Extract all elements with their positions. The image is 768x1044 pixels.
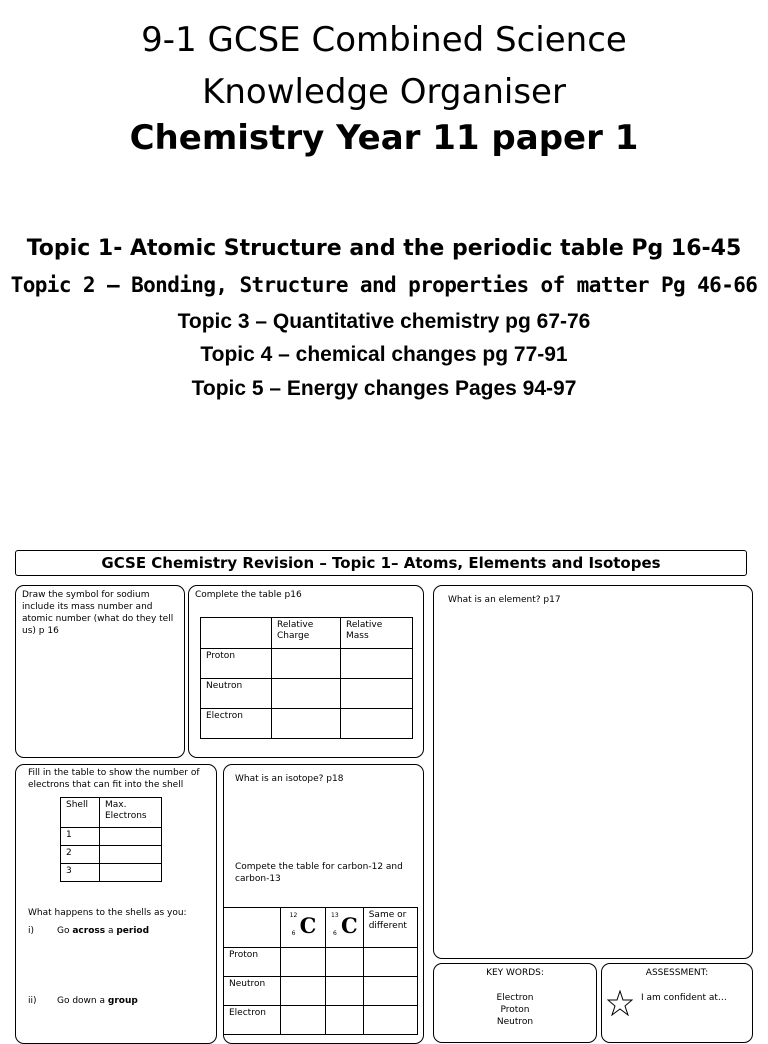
carbon-13-symbol: 13 6 C	[331, 912, 358, 938]
answer-cell[interactable]	[341, 679, 413, 709]
particle-table	[200, 617, 413, 739]
paper-title: Chemistry Year 11 paper 1	[129, 118, 639, 158]
table-row-label: Electron	[201, 709, 272, 739]
shells-prompt: Fill in the table to show the number of electrons that can fit into the shell	[28, 768, 200, 790]
topic-4: Topic 4 – chemical changes pg 77-91	[200, 343, 568, 366]
answer-cell[interactable]	[100, 828, 162, 846]
key-words-box	[433, 963, 597, 1043]
answer-cell[interactable]	[100, 846, 162, 864]
carbon-12-symbol: 12 6 C	[289, 912, 317, 938]
table-header: Same or different	[363, 908, 417, 948]
answer-cell[interactable]	[272, 649, 341, 679]
table-row-label: 2	[61, 846, 100, 864]
carbon-13-header	[326, 908, 364, 948]
carbon-table	[223, 907, 418, 1035]
sodium-box	[15, 585, 185, 758]
shells-table	[60, 797, 162, 882]
assessment-box	[601, 963, 753, 1043]
answer-cell[interactable]	[281, 948, 326, 977]
carbon-prompt: Compete the table for carbon-12 and carbon-13	[235, 862, 403, 884]
answer-cell[interactable]	[100, 864, 162, 882]
table-header	[201, 618, 272, 649]
worksheet-banner: GCSE Chemistry Revision – Topic 1– Atoms, Elements and Isotopes	[15, 550, 747, 576]
answer-cell[interactable]	[326, 1006, 364, 1035]
topic-1: Topic 1- Atomic Structure and the periodic table Pg 16-45	[26, 236, 742, 261]
element-box	[433, 585, 753, 959]
shells-question: What happens to the shells as you:	[28, 908, 187, 918]
table-row-label: Proton	[224, 948, 281, 977]
answer-cell[interactable]	[326, 948, 364, 977]
question-across-period: Go across a period	[57, 926, 150, 936]
table-header: Relative Charge	[272, 618, 341, 649]
table-header: Shell	[61, 798, 100, 828]
isotope-prompt: What is an isotope? p18	[235, 774, 344, 784]
table-row-label: 1	[61, 828, 100, 846]
table-header: Relative Mass	[341, 618, 413, 649]
answer-cell[interactable]	[341, 709, 413, 739]
answer-cell[interactable]	[281, 977, 326, 1006]
element-prompt: What is an element? p17	[448, 595, 561, 605]
table-row-label: 3	[61, 864, 100, 882]
table-row-label: Proton	[201, 649, 272, 679]
table-row-label: Neutron	[201, 679, 272, 709]
star-icon	[607, 990, 633, 1016]
carbon-12-header	[281, 908, 326, 948]
answer-cell[interactable]	[272, 709, 341, 739]
topic-2: Topic 2 – Bonding, Structure and properties of matter Pg 46-66	[10, 273, 758, 297]
assessment-statement: I am confident at…	[641, 993, 727, 1003]
answer-cell[interactable]	[281, 1006, 326, 1035]
answer-cell[interactable]	[363, 1006, 417, 1035]
answer-cell[interactable]	[341, 649, 413, 679]
answer-cell[interactable]	[363, 977, 417, 1006]
answer-cell[interactable]	[272, 679, 341, 709]
answer-cell[interactable]	[363, 948, 417, 977]
question-number: i)	[28, 926, 35, 936]
document-subtitle: Knowledge Organiser	[202, 72, 566, 112]
topic-3: Topic 3 – Quantitative chemistry pg 67-76	[177, 310, 591, 333]
key-word: Neutron	[496, 1017, 534, 1027]
topic-5: Topic 5 – Energy changes Pages 94-97	[191, 377, 577, 400]
sodium-prompt: Draw the symbol for sodium include its mass number and atomic number (what do they tell us) p 16	[22, 590, 174, 636]
particle-table-prompt: Complete the table p16	[195, 590, 302, 600]
table-row-label: Electron	[224, 1006, 281, 1035]
table-header: Max. Electrons	[100, 798, 162, 828]
question-number: ii)	[28, 996, 37, 1006]
assessment-title: ASSESSMENT:	[645, 968, 709, 978]
question-down-group: Go down a group	[57, 996, 138, 1006]
table-row-label: Neutron	[224, 977, 281, 1006]
key-words-title: KEY WORDS:	[486, 968, 544, 978]
table-header	[224, 908, 281, 948]
document-title: 9-1 GCSE Combined Science	[141, 20, 627, 60]
shells-box	[15, 764, 217, 1044]
answer-cell[interactable]	[326, 977, 364, 1006]
key-word: Proton	[500, 1005, 530, 1015]
key-word: Electron	[496, 993, 534, 1003]
particle-table-box	[188, 585, 424, 758]
